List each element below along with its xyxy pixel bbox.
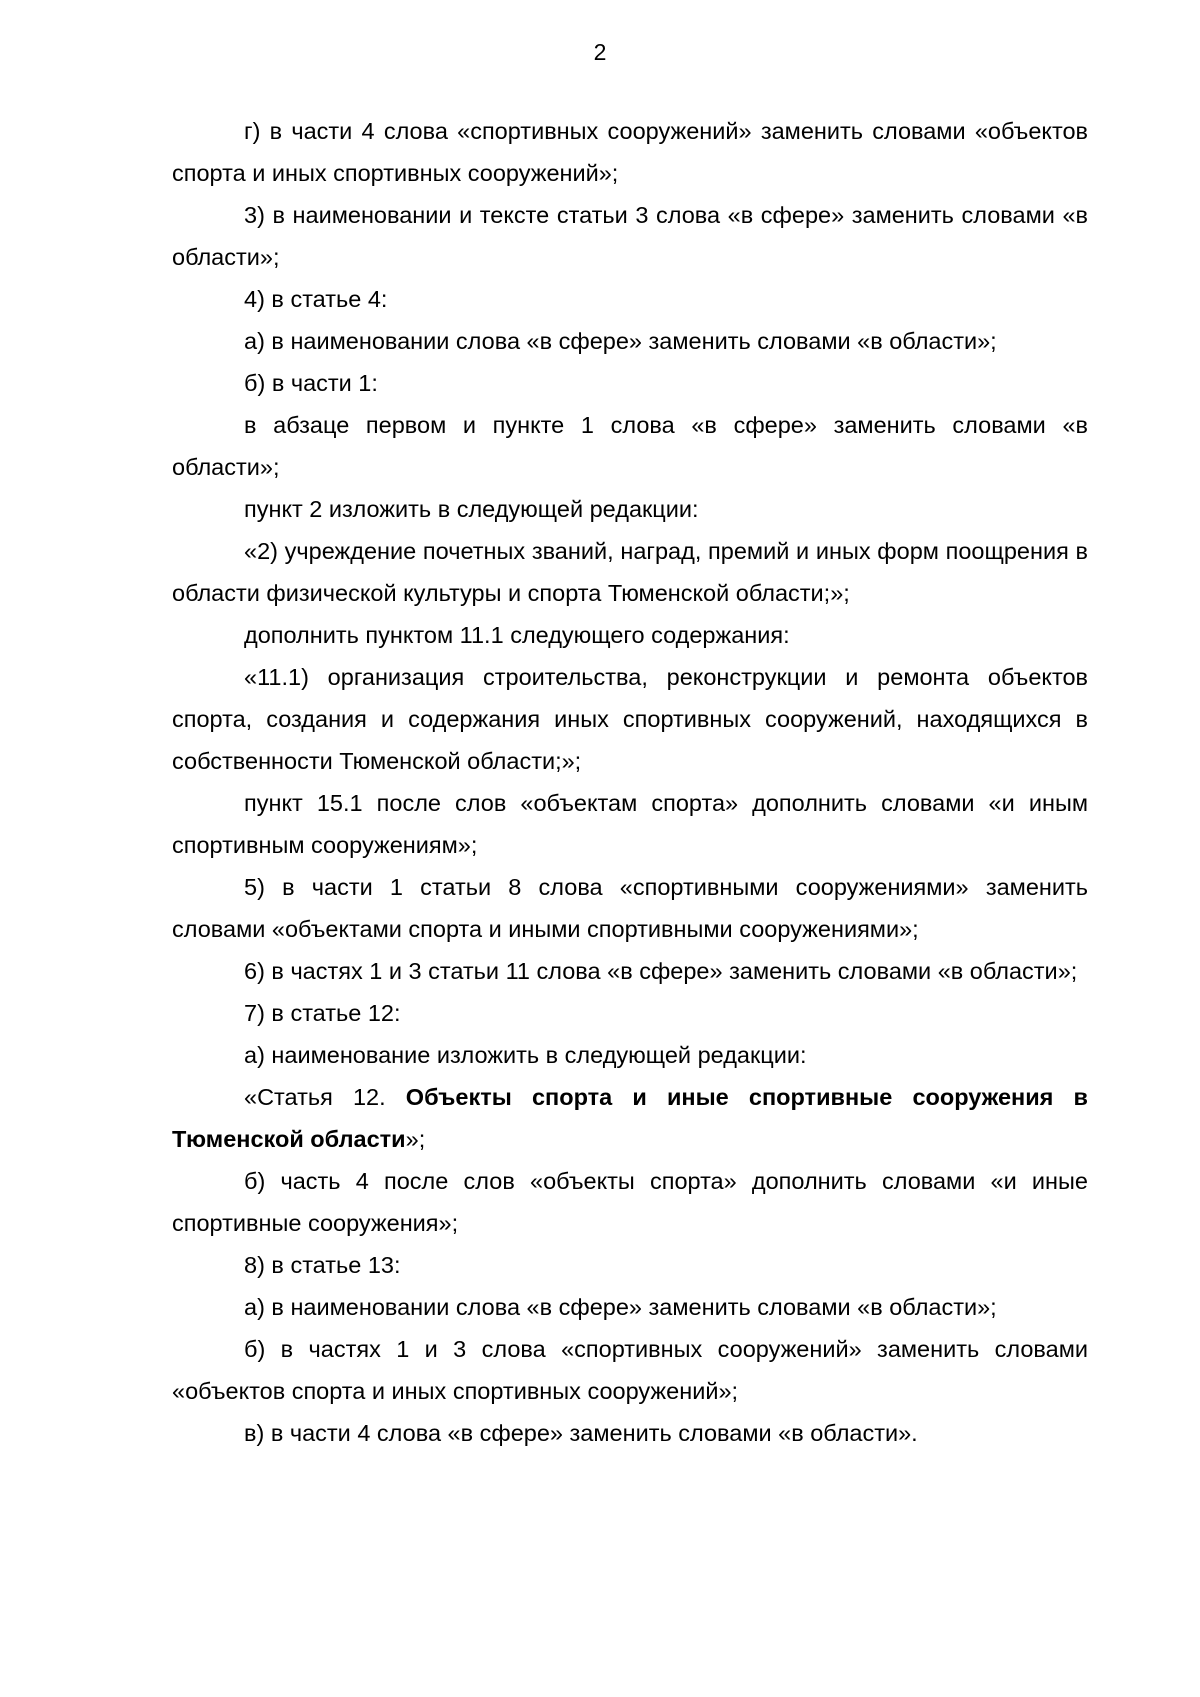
article-title-paragraph [172,1076,1088,1160]
paragraph-15: а) наименование изложить в следующей редакции: [244,1042,807,1068]
paragraph-9: дополнить пунктом 11.1 следующего содержания: [244,622,790,648]
paragraph-7: пункт 2 изложить в следующей редакции: [244,496,699,522]
article-title-prefix: «Статья 12. [244,1084,406,1110]
paragraph-19: а) в наименовании слова «в сфере» заменить словами «в области»; [244,1294,997,1320]
paragraph-14: 7) в статье 12: [244,1000,401,1026]
paragraph-6: в абзаце первом и пункте 1 слова «в сфере» заменить словами «в области»; [172,412,1088,480]
paragraph-21: в) в части 4 слова «в сфере» заменить словами «в области». [244,1420,918,1446]
article-title-suffix: »; [405,1126,426,1152]
article-title-bold: Объекты спорта и иные спортивные сооружения в Тюменской области [172,1084,1088,1152]
paragraph-17: б) часть 4 после слов «объекты спорта» дополнить словами «и иные спортивные сооружения»; [172,1168,1088,1236]
paragraph-4: а) в наименовании слова «в сфере» заменить словами «в области»; [244,328,997,354]
paragraph-2: 3) в наименовании и тексте статьи 3 слова «в сфере» заменить словами «в области»; [172,202,1088,270]
paragraph-12: 5) в части 1 статьи 8 слова «спортивными сооружениями» заменить словами «объектами спорта и иными спортивными сооружениями»; [172,874,1088,942]
paragraph-18: 8) в статье 13: [244,1252,401,1278]
document-body [172,110,1088,1454]
paragraph-13: 6) в частях 1 и 3 статьи 11 слова «в сфере» заменить словами «в области»; [244,958,1078,984]
paragraph-3: 4) в статье 4: [244,286,388,312]
paragraph-1: г) в части 4 слова «спортивных сооружений» заменить словами «объектов спорта и иных спортивных сооружений»; [172,118,1088,186]
paragraph-5: б) в части 1: [244,370,378,396]
paragraph-11: пункт 15.1 после слов «объектам спорта» дополнить словами «и иным спортивным сооружениям»; [172,790,1088,858]
paragraph-8: «2) учреждение почетных званий, наград, премий и иных форм поощрения в области физической культуры и спорта Тюменской области;»; [172,538,1088,606]
paragraph-20: б) в частях 1 и 3 слова «спортивных сооружений» заменить словами «объектов спорта и иных спортивных сооружений»; [172,1336,1088,1404]
page-number: 2 [593,39,607,65]
paragraph-10: «11.1) организация строительства, реконструкции и ремонта объектов спорта, создания и содержания иных спортивных сооружений, находящихся в собственности Тюменской области;»; [172,664,1088,774]
